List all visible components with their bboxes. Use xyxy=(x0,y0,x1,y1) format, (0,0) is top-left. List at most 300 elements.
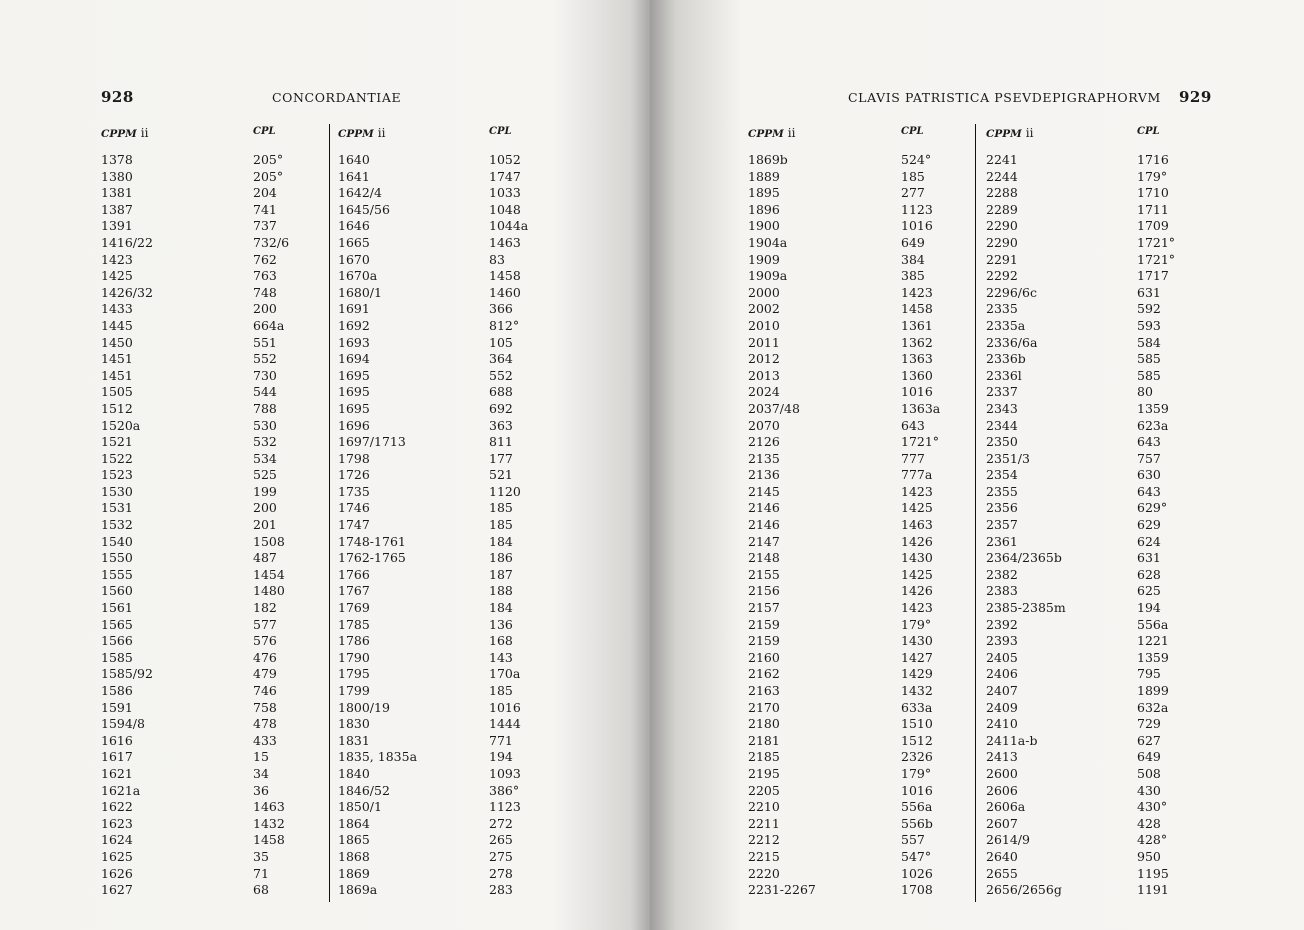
index-entry: 275 xyxy=(489,848,513,864)
index-entry: 1769 xyxy=(338,600,370,616)
index-entry: 1363 xyxy=(901,351,933,367)
index-entry: 185 xyxy=(489,500,513,516)
index-entry: 2614/9 xyxy=(986,832,1030,848)
index-entry: 1423 xyxy=(901,600,933,616)
index-entry: 1641 xyxy=(338,168,370,184)
index-entry: 1869 xyxy=(338,865,370,881)
index-entry: 649 xyxy=(901,234,925,250)
index-entry: 1426 xyxy=(901,583,933,599)
index-entry: 1093 xyxy=(489,765,521,781)
index-entry: 2231-2267 xyxy=(748,882,816,898)
index-entry: 2354 xyxy=(986,467,1018,483)
index-entry: 2290 xyxy=(986,218,1018,234)
index-entry: 2136 xyxy=(748,467,780,483)
index-entry: 1458 xyxy=(489,268,521,284)
index-entry: 1565 xyxy=(101,616,133,632)
index-entry: 2600 xyxy=(986,765,1018,781)
index-entry: 2181 xyxy=(748,732,780,748)
index-entry: 136 xyxy=(489,616,513,632)
index-entry: 795 xyxy=(1137,666,1161,682)
col-header-cpl: CPL xyxy=(901,126,924,137)
index-entry: 1695 xyxy=(338,384,370,400)
index-entry: 1586 xyxy=(101,683,133,698)
index-entry: 1835, 1835a xyxy=(338,749,418,765)
index-entry: 643 xyxy=(1137,434,1161,450)
index-entry: 1695 xyxy=(338,367,370,383)
index-entry: 1585 xyxy=(101,649,133,665)
index-entry: 1711 xyxy=(1137,201,1169,217)
index-entry: 2364/2365b xyxy=(986,550,1062,566)
index-entry: 2180 xyxy=(748,716,780,732)
index-entry: 552 xyxy=(253,351,277,367)
index-entry: 1361 xyxy=(901,317,933,333)
index-entry: 688 xyxy=(489,384,513,400)
index-entry: 1616 xyxy=(101,732,133,748)
index-entry: 479 xyxy=(253,666,277,682)
index-entry: 730 xyxy=(253,367,277,383)
index-entry: 80 xyxy=(1137,384,1153,400)
index-entry: 633a xyxy=(901,699,933,715)
index-entry: 525 xyxy=(253,467,277,483)
index-entry: 632a xyxy=(1137,699,1169,715)
index-entry: 2195 xyxy=(748,765,780,781)
index-entry: 631 xyxy=(1137,284,1161,300)
index-entry: 1560 xyxy=(101,583,133,599)
index-entry: 205° xyxy=(253,168,284,184)
index-entry: 2241 xyxy=(986,152,1018,167)
running-head-right: CLAVIS PATRISTICA PSEVDEPIGRAPHORVM xyxy=(848,90,1161,105)
index-entry: 1429 xyxy=(901,666,933,682)
index-entry: 1444 xyxy=(489,716,521,732)
index-entry: 1123 xyxy=(901,201,933,217)
index-entry: 1846/52 xyxy=(338,782,390,798)
index-entry: 1033 xyxy=(489,185,521,201)
index-entry: 2383 xyxy=(986,583,1018,599)
index-entry: 950 xyxy=(1137,848,1161,864)
index-entry: 1900 xyxy=(748,218,780,234)
index-entry: 2351/3 xyxy=(986,450,1030,466)
index-entry: 1895 xyxy=(748,185,780,201)
index-entry: 2024 xyxy=(748,384,780,400)
index-entry: 1767 xyxy=(338,583,370,599)
index-entry: 1693 xyxy=(338,334,370,350)
index-entry: 1044a xyxy=(489,218,529,234)
index-entry: 788 xyxy=(253,400,277,416)
index-entry: 182 xyxy=(253,600,277,616)
index-entry: 1520a xyxy=(101,417,141,433)
index-entry: 2146 xyxy=(748,500,780,516)
index-entry: 552 xyxy=(489,367,513,383)
index-entry: 2640 xyxy=(986,848,1018,864)
index-entry: 1721° xyxy=(1137,251,1176,267)
index-entry: 1800/19 xyxy=(338,699,390,715)
index-entry: 771 xyxy=(489,732,513,748)
index-entry: 524° xyxy=(901,152,932,167)
index-entry: 556a xyxy=(1137,616,1169,632)
index-entry: 664a xyxy=(253,317,285,333)
index-entry: 1451 xyxy=(101,351,133,367)
index-entry: 1532 xyxy=(101,517,133,533)
index-entry: 36 xyxy=(253,782,269,798)
index-entry: 2148 xyxy=(748,550,780,566)
index-entry: 2011 xyxy=(748,334,780,350)
left-page xyxy=(0,0,650,930)
index-entry: 1359 xyxy=(1137,400,1169,416)
index-entry: 205° xyxy=(253,152,284,167)
index-entry: 544 xyxy=(253,384,277,400)
index-entry: 556a xyxy=(901,799,933,815)
index-entry: 1016 xyxy=(489,699,521,715)
index-entry: 2606a xyxy=(986,799,1026,815)
cpl-column xyxy=(901,152,940,899)
index-entry: 179° xyxy=(901,616,932,632)
index-entry: 2337 xyxy=(986,384,1018,400)
index-entry: 1621a xyxy=(101,782,141,798)
index-entry: 1123 xyxy=(489,799,521,815)
index-entry: 2355 xyxy=(986,483,1018,499)
index-entry: 1708 xyxy=(901,882,933,898)
index-entry: 1430 xyxy=(901,633,933,649)
index-entry: 2160 xyxy=(748,649,780,665)
col-header-cppm: CPPM ii xyxy=(338,126,386,140)
col-header-cpl: CPL xyxy=(489,126,512,137)
index-entry: 2002 xyxy=(748,301,780,317)
index-entry: 1454 xyxy=(253,566,285,582)
index-entry: 1221 xyxy=(1137,633,1169,649)
index-entry: 1831 xyxy=(338,732,370,748)
index-entry: 2157 xyxy=(748,600,780,616)
index-entry: 1460 xyxy=(489,284,521,300)
index-entry: 105 xyxy=(489,334,513,350)
index-entry: 1735 xyxy=(338,483,370,499)
index-entry: 2146 xyxy=(748,517,780,533)
index-entry: 83 xyxy=(489,251,505,267)
index-entry: 177 xyxy=(489,450,513,466)
index-entry: 2356 xyxy=(986,500,1018,516)
index-entry: 2393 xyxy=(986,633,1018,649)
column-divider xyxy=(975,124,976,902)
index-entry: 1696 xyxy=(338,417,370,433)
index-entry: 2411a-b xyxy=(986,732,1038,748)
index-entry: 170a xyxy=(489,666,521,682)
index-entry: 2291 xyxy=(986,251,1018,267)
index-entry: 2336b xyxy=(986,351,1026,367)
index-entry: 532 xyxy=(253,434,277,450)
index-entry: 551 xyxy=(253,334,277,350)
index-entry: 737 xyxy=(253,218,277,234)
index-entry: 1425 xyxy=(101,268,133,284)
index-entry: 1191 xyxy=(1137,882,1169,898)
index-entry: 1909a xyxy=(748,268,788,284)
index-entry: 2405 xyxy=(986,649,1018,665)
index-entry: 2244 xyxy=(986,168,1018,184)
index-entry: 757 xyxy=(1137,450,1161,466)
index-entry: 430° xyxy=(1137,799,1168,815)
index-entry: 1625 xyxy=(101,848,133,864)
index-entry: 1716 xyxy=(1137,152,1169,167)
index-entry: 576 xyxy=(253,633,277,649)
page-number-left: 928 xyxy=(101,88,134,106)
index-entry: 732/6 xyxy=(253,234,290,250)
index-entry: 1387 xyxy=(101,201,133,217)
index-entry: 2406 xyxy=(986,666,1018,682)
index-entry: 2145 xyxy=(748,483,780,499)
index-entry: 1868 xyxy=(338,848,370,864)
index-entry: 179° xyxy=(901,765,932,781)
col-header-cpl: CPL xyxy=(1137,126,1160,137)
page-number-right: 929 xyxy=(1179,88,1212,106)
index-entry: 363 xyxy=(489,417,513,433)
index-entry: 1747 xyxy=(338,517,370,533)
index-entry: 185 xyxy=(901,168,925,184)
index-entry: 1360 xyxy=(901,367,933,383)
index-entry: 204 xyxy=(253,185,277,201)
index-entry: 1480 xyxy=(253,583,285,599)
index-entry: 184 xyxy=(489,533,513,549)
index-entry: 2407 xyxy=(986,683,1018,698)
index-entry: 68 xyxy=(253,882,269,898)
index-entry: 2385-2385m xyxy=(986,600,1066,616)
index-entry: 194 xyxy=(489,749,513,765)
index-entry: 1710 xyxy=(1137,185,1169,201)
index-entry: 1665 xyxy=(338,234,370,250)
index-entry: 1550 xyxy=(101,550,133,566)
index-entry: 278 xyxy=(489,865,513,881)
index-entry: 1626 xyxy=(101,865,133,881)
index-entry: 2070 xyxy=(748,417,780,433)
index-entry: 185 xyxy=(489,683,513,698)
index-entry: 143 xyxy=(489,649,513,665)
index-entry: 1623 xyxy=(101,815,133,831)
col-header-cppm: CPPM ii xyxy=(101,126,149,140)
index-entry: 758 xyxy=(253,699,277,715)
index-entry: 2147 xyxy=(748,533,780,549)
index-entry: 1016 xyxy=(901,218,933,234)
index-entry: 1432 xyxy=(901,683,933,698)
index-entry: 2326 xyxy=(901,749,933,765)
index-entry: 1786 xyxy=(338,633,370,649)
index-entry: 2037/48 xyxy=(748,400,800,416)
index-entry: 2335a xyxy=(986,317,1026,333)
index-entry: 487 xyxy=(253,550,277,566)
index-entry: 2335 xyxy=(986,301,1018,317)
index-entry: 1120 xyxy=(489,483,521,499)
index-entry: 2296/6c xyxy=(986,284,1037,300)
index-entry: 1640 xyxy=(338,152,370,167)
index-entry: 2215 xyxy=(748,848,780,864)
index-entry: 777a xyxy=(901,467,933,483)
index-entry: 1670a xyxy=(338,268,378,284)
index-entry: 2607 xyxy=(986,815,1018,831)
index-entry: 1762-1765 xyxy=(338,550,406,566)
index-entry: 1798 xyxy=(338,450,370,466)
index-entry: 1748-1761 xyxy=(338,533,406,549)
index-entry: 428 xyxy=(1137,815,1161,831)
cpl-column xyxy=(489,152,528,899)
column-divider xyxy=(329,124,330,902)
index-entry: 2336/6a xyxy=(986,334,1038,350)
index-entry: 741 xyxy=(253,201,277,217)
index-entry: 631 xyxy=(1137,550,1161,566)
index-entry: 1899 xyxy=(1137,683,1169,698)
index-entry: 630 xyxy=(1137,467,1161,483)
index-entry: 1747 xyxy=(489,168,521,184)
col-header-cpl: CPL xyxy=(253,126,276,137)
index-entry: 366 xyxy=(489,301,513,317)
index-entry: 1726 xyxy=(338,467,370,483)
index-entry: 649 xyxy=(1137,749,1161,765)
index-entry: 1026 xyxy=(901,865,933,881)
index-entry: 1561 xyxy=(101,600,133,616)
index-entry: 428° xyxy=(1137,832,1168,848)
index-entry: 1555 xyxy=(101,566,133,582)
index-entry: 1850/1 xyxy=(338,799,382,815)
index-entry: 1016 xyxy=(901,384,933,400)
index-entry: 2013 xyxy=(748,367,780,383)
index-entry: 1795 xyxy=(338,666,370,682)
index-entry: 184 xyxy=(489,600,513,616)
index-entry: 2135 xyxy=(748,450,780,466)
index-entry: 2155 xyxy=(748,566,780,582)
index-entry: 2392 xyxy=(986,616,1018,632)
index-entry: 1695 xyxy=(338,400,370,416)
index-entry: 1432 xyxy=(253,815,285,831)
index-entry: 534 xyxy=(253,450,277,466)
index-entry: 364 xyxy=(489,351,513,367)
index-entry: 1790 xyxy=(338,649,370,665)
index-entry: 1359 xyxy=(1137,649,1169,665)
index-entry: 2409 xyxy=(986,699,1018,715)
index-entry: 1697/1713 xyxy=(338,434,406,450)
index-entry: 71 xyxy=(253,865,269,881)
index-entry: 34 xyxy=(253,765,269,781)
index-entry: 2159 xyxy=(748,616,780,632)
index-entry: 2350 xyxy=(986,434,1018,450)
index-entry: 2382 xyxy=(986,566,1018,582)
index-entry: 577 xyxy=(253,616,277,632)
index-entry: 1692 xyxy=(338,317,370,333)
index-entry: 629 xyxy=(1137,517,1161,533)
index-entry: 1785 xyxy=(338,616,370,632)
cppm-column xyxy=(986,152,1066,899)
index-entry: 1766 xyxy=(338,566,370,582)
index-entry: 2357 xyxy=(986,517,1018,533)
index-entry: 478 xyxy=(253,716,277,732)
index-entry: 1622 xyxy=(101,799,133,815)
index-entry: 746 xyxy=(253,683,277,698)
index-entry: 748 xyxy=(253,284,277,300)
index-entry: 385 xyxy=(901,268,925,284)
index-entry: 265 xyxy=(489,832,513,848)
cpl-column xyxy=(253,152,289,899)
index-entry: 1445 xyxy=(101,317,133,333)
index-entry: 1889 xyxy=(748,168,780,184)
right-page xyxy=(650,0,1304,930)
index-entry: 2656/2656g xyxy=(986,882,1062,898)
index-entry: 1416/22 xyxy=(101,234,153,250)
index-entry: 1391 xyxy=(101,218,133,234)
index-entry: 2211 xyxy=(748,815,780,831)
index-entry: 15 xyxy=(253,749,269,765)
index-entry: 272 xyxy=(489,815,513,831)
index-entry: 1363a xyxy=(901,400,941,416)
col-header-cppm: CPPM ii xyxy=(986,126,1034,140)
index-entry: 1617 xyxy=(101,749,133,765)
index-entry: 384 xyxy=(901,251,925,267)
index-entry: 283 xyxy=(489,882,513,898)
index-entry: 1362 xyxy=(901,334,933,350)
index-entry: 2289 xyxy=(986,201,1018,217)
index-entry: 35 xyxy=(253,848,269,864)
index-entry: 2210 xyxy=(748,799,780,815)
index-entry: 386° xyxy=(489,782,520,798)
cppm-column xyxy=(338,152,417,899)
running-head-left: CONCORDANTIAE xyxy=(272,90,402,105)
index-entry: 1463 xyxy=(489,234,521,250)
index-entry: 194 xyxy=(1137,600,1161,616)
index-entry: 2288 xyxy=(986,185,1018,201)
index-entry: 1646 xyxy=(338,218,370,234)
index-entry: 1521 xyxy=(101,434,133,450)
index-entry: 811 xyxy=(489,434,513,450)
index-entry: 200 xyxy=(253,301,277,317)
index-entry: 201 xyxy=(253,517,277,533)
cppm-column xyxy=(101,152,153,899)
index-entry: 1585/92 xyxy=(101,666,153,682)
index-entry: 199 xyxy=(253,483,277,499)
index-entry: 1627 xyxy=(101,882,133,898)
index-entry: 2292 xyxy=(986,268,1018,284)
index-entry: 1624 xyxy=(101,832,133,848)
index-entry: 2012 xyxy=(748,351,780,367)
index-entry: 1864 xyxy=(338,815,370,831)
index-entry: 521 xyxy=(489,467,513,483)
index-entry: 593 xyxy=(1137,317,1161,333)
index-entry: 179° xyxy=(1137,168,1168,184)
index-entry: 1709 xyxy=(1137,218,1169,234)
index-entry: 1904a xyxy=(748,234,788,250)
index-entry: 1425 xyxy=(901,500,933,516)
index-entry: 2606 xyxy=(986,782,1018,798)
index-entry: 1510 xyxy=(901,716,933,732)
index-entry: 1645/56 xyxy=(338,201,390,217)
index-entry: 1721° xyxy=(901,434,940,450)
index-entry: 1458 xyxy=(901,301,933,317)
index-entry: 1746 xyxy=(338,500,370,516)
index-entry: 1909 xyxy=(748,251,780,267)
index-entry: 1896 xyxy=(748,201,780,217)
index-entry: 2343 xyxy=(986,400,1018,416)
index-entry: 643 xyxy=(1137,483,1161,499)
index-entry: 777 xyxy=(901,450,925,466)
index-entry: 1840 xyxy=(338,765,370,781)
index-entry: 1717 xyxy=(1137,268,1169,284)
index-entry: 1540 xyxy=(101,533,133,549)
index-entry: 1426 xyxy=(901,533,933,549)
index-entry: 508 xyxy=(1137,765,1161,781)
index-entry: 2344 xyxy=(986,417,1018,433)
index-entry: 2413 xyxy=(986,749,1018,765)
index-entry: 1523 xyxy=(101,467,133,483)
index-entry: 1423 xyxy=(101,251,133,267)
index-entry: 1680/1 xyxy=(338,284,382,300)
index-entry: 530 xyxy=(253,417,277,433)
index-entry: 185 xyxy=(489,517,513,533)
index-entry: 2336l xyxy=(986,367,1022,383)
index-entry: 1691 xyxy=(338,301,370,317)
index-entry: 812° xyxy=(489,317,520,333)
index-entry: 1566 xyxy=(101,633,133,649)
